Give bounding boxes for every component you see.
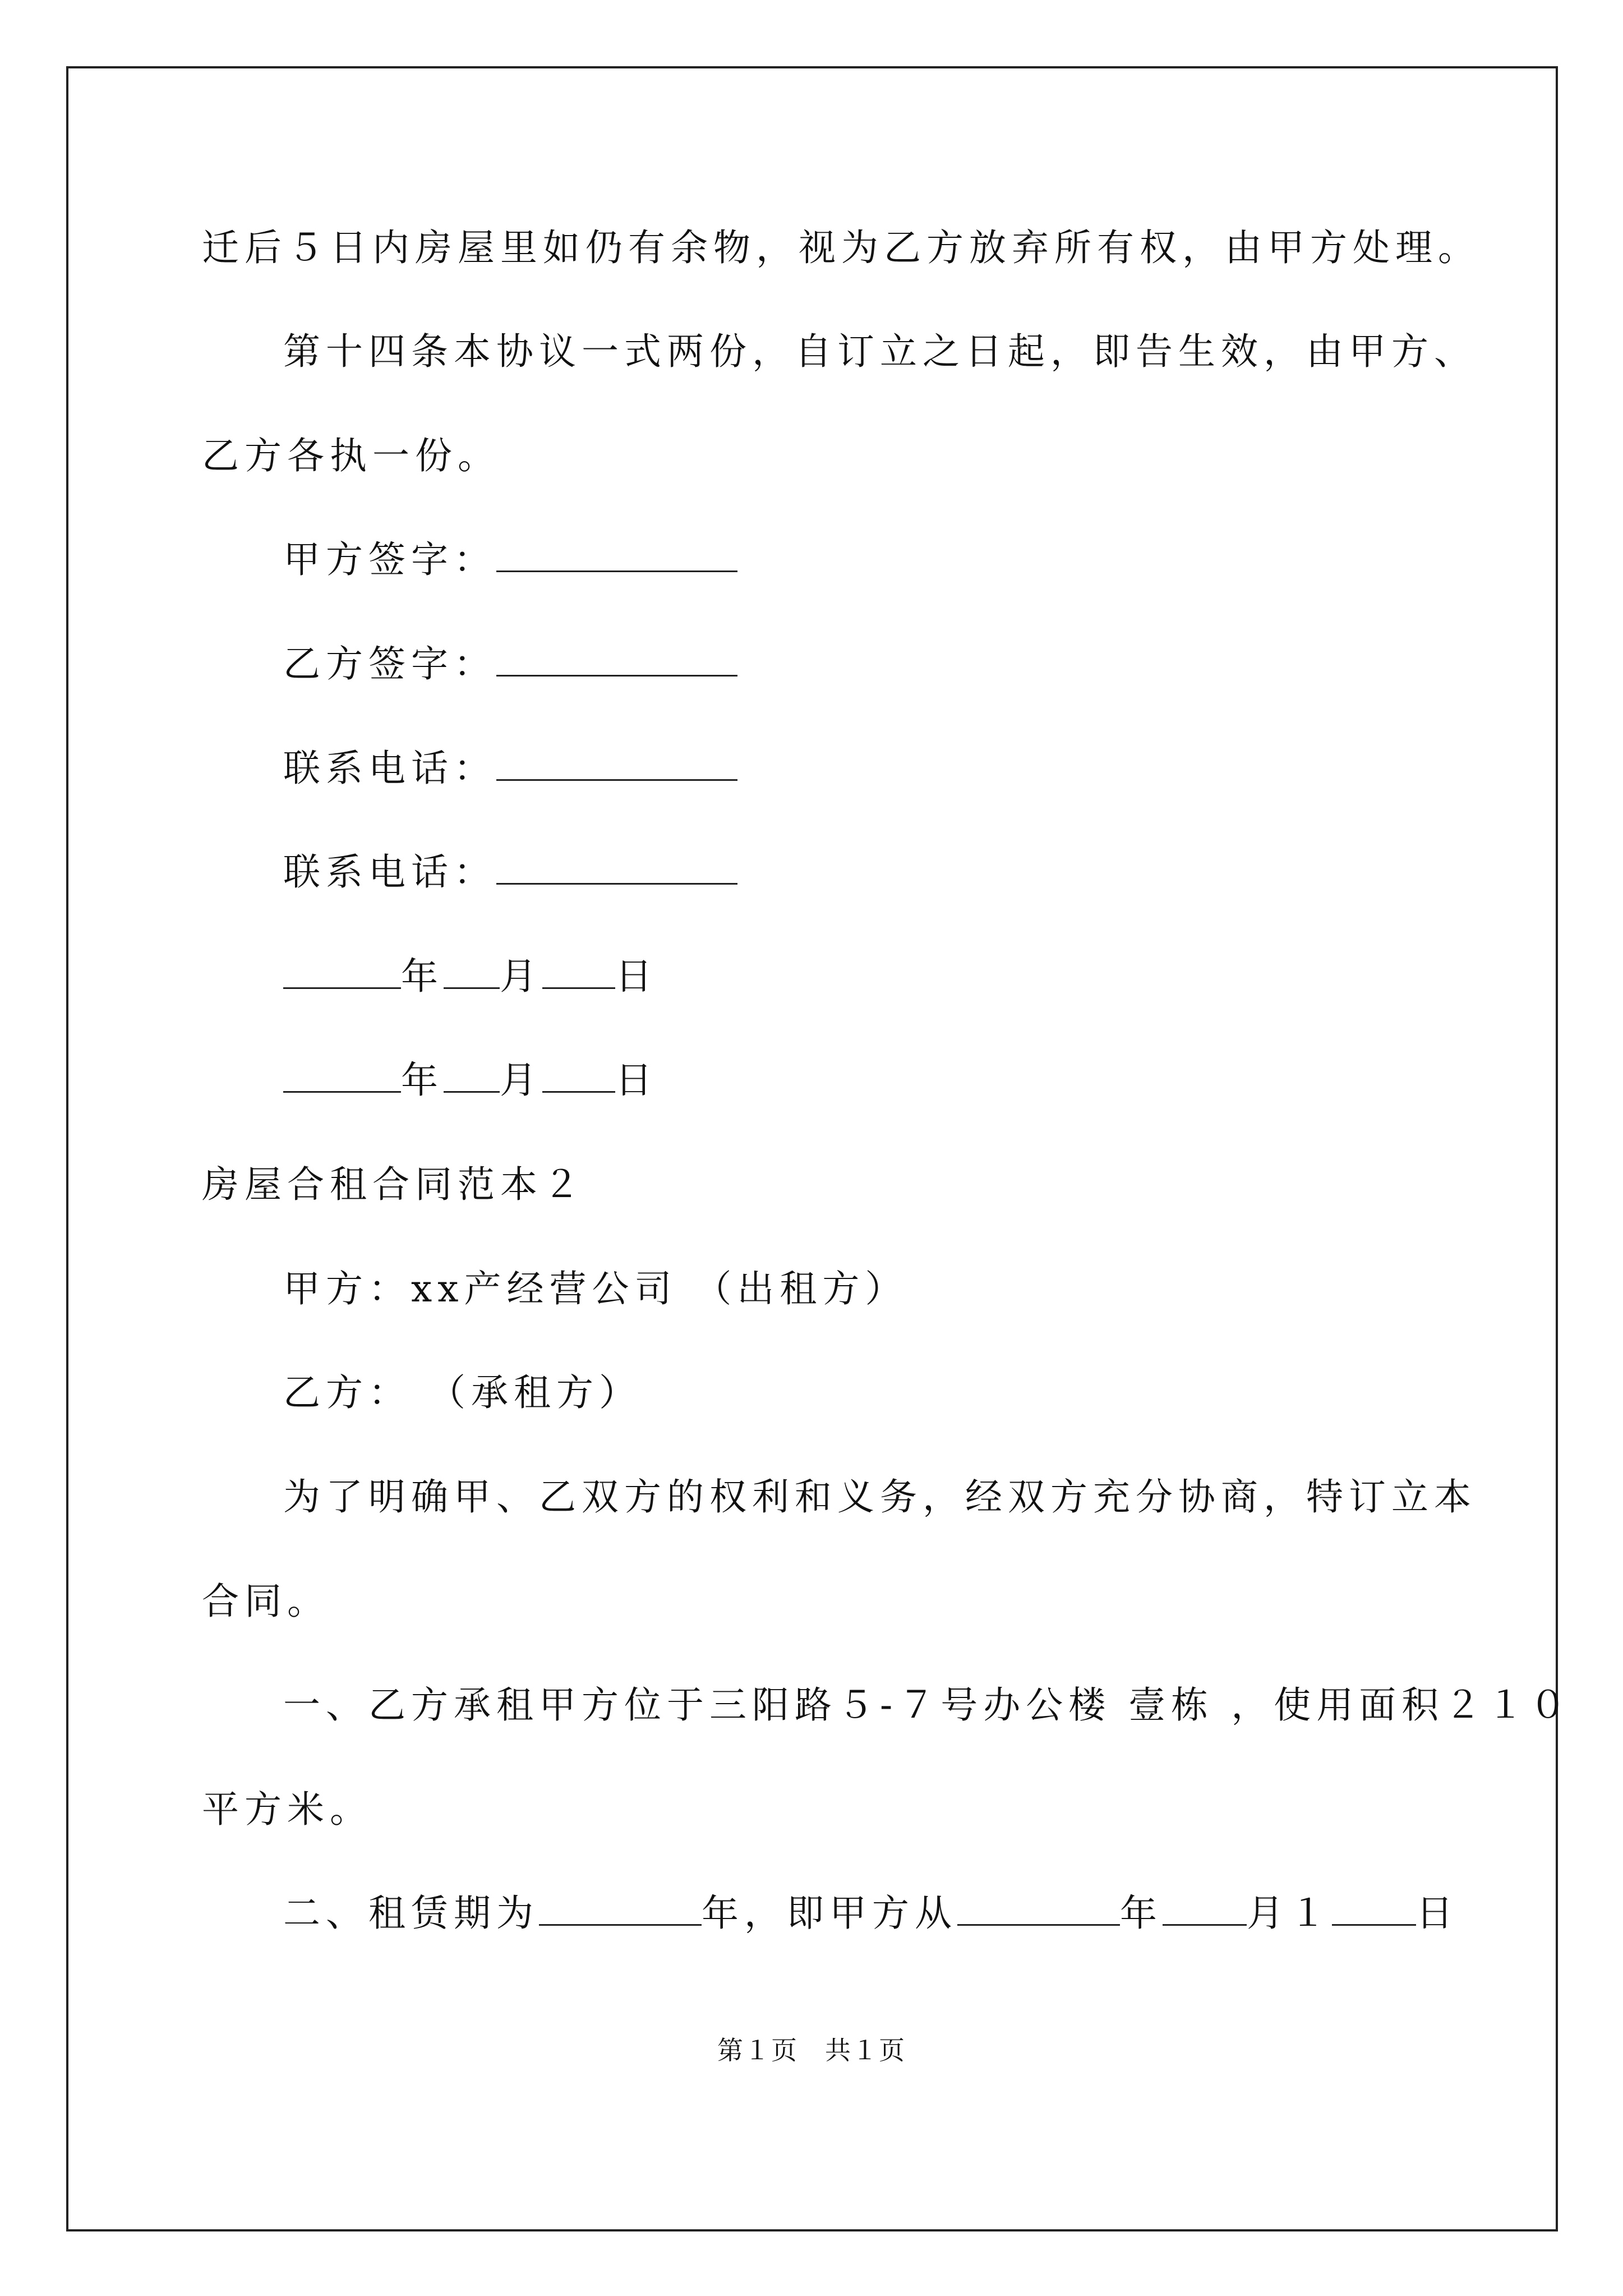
clause-two-text: 月１ — [1247, 1892, 1332, 1935]
paragraph-line: 平方米。 — [202, 1788, 372, 1831]
signature-blank[interactable] — [496, 643, 737, 677]
term-years-blank[interactable] — [539, 1893, 702, 1926]
date-line — [283, 951, 658, 1002]
preamble-line: 为了明确甲、乙双方的权利和义务，经双方充分协商，特订立本 — [283, 1475, 1477, 1519]
party-a-line: 甲方：xx产经营公司 （出租方） — [283, 1267, 908, 1310]
party-b-line: 乙方： （承租方） — [283, 1371, 642, 1414]
month-blank[interactable] — [444, 956, 500, 989]
year-blank[interactable] — [283, 1060, 401, 1093]
contact-phone-label: 联系电话： — [283, 850, 496, 894]
clause-two-text: 日 — [1416, 1892, 1459, 1935]
section-title: 房屋合租合同范本２ — [202, 1163, 585, 1206]
day-blank[interactable] — [542, 956, 615, 989]
start-month-blank[interactable] — [1163, 1893, 1247, 1926]
contact-phone-label: 联系电话： — [283, 747, 496, 790]
party-a-signature-label: 甲方签字： — [283, 538, 496, 581]
clause-two — [283, 1888, 1459, 1939]
clause-two-text: 二、租赁期为 — [283, 1892, 539, 1935]
month-label: 月 — [500, 955, 542, 998]
year-blank[interactable] — [283, 956, 401, 989]
phone-blank[interactable] — [496, 748, 737, 781]
day-blank[interactable] — [542, 1060, 615, 1093]
clause-one: 一、乙方承租甲方位于三阳路５-７号办公楼 壹栋 ，使用面积２１０ — [283, 1683, 1573, 1727]
contact-phone — [283, 847, 737, 898]
day-label: 日 — [615, 955, 658, 998]
party-b-signature-label: 乙方签字： — [283, 642, 496, 685]
paragraph-line: 迁后５日内房屋里如仍有余物，视为乙方放弃所有权，由甲方处理。 — [202, 226, 1481, 269]
start-year-blank[interactable] — [957, 1893, 1120, 1926]
month-label: 月 — [500, 1059, 542, 1102]
year-label: 年 — [401, 1059, 444, 1102]
signature-blank[interactable] — [496, 539, 737, 572]
clause-two-text: 年，即甲方从 — [702, 1892, 957, 1935]
page-footer: 第１页 共１页 — [717, 2035, 906, 2065]
clause-two-text: 年 — [1120, 1892, 1163, 1935]
paragraph-line: 合同。 — [202, 1580, 330, 1623]
phone-blank[interactable] — [496, 852, 737, 885]
party-a-signature — [283, 535, 737, 585]
paragraph-line: 乙方各执一份。 — [202, 434, 500, 477]
contact-phone — [283, 743, 737, 794]
year-label: 年 — [401, 955, 444, 998]
date-line — [283, 1055, 658, 1106]
day-label: 日 — [615, 1059, 658, 1102]
party-b-signature — [283, 639, 737, 689]
month-blank[interactable] — [444, 1060, 500, 1093]
article-fourteen: 第十四条本协议一式两份，自订立之日起，即告生效，由甲方、 — [283, 330, 1477, 373]
start-day-blank[interactable] — [1332, 1893, 1416, 1926]
